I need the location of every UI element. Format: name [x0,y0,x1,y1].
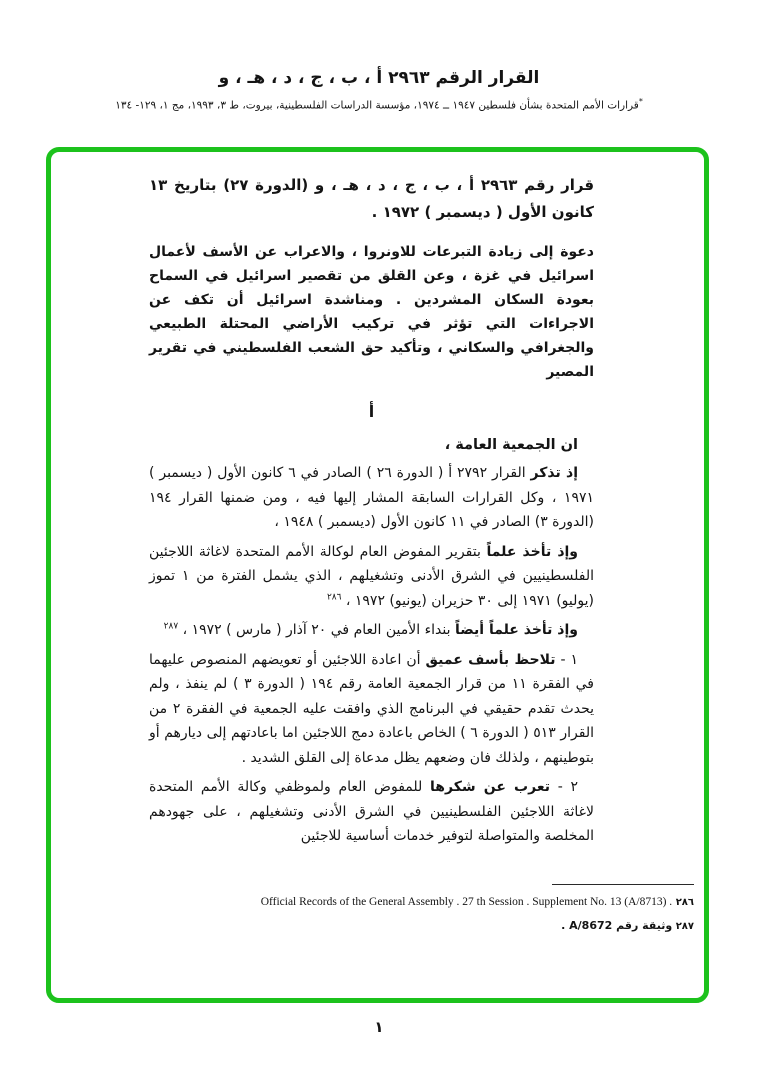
paragraph-number: ٢ - [557,779,579,795]
header-source-text: قرارات الأمم المتحدة بشأن فلسطين ١٩٤٧ ــ ١٩٧٤، مؤسسة الدراسات الفلسطينية، بيروت، ط ٣، ١٩٩٣، مج ١، ١٢٩- ١٣٤ [115,99,639,112]
section-letter: أ [368,402,375,421]
page-header [0,68,758,112]
paragraph-text: للمفوض العام ولموظفي وكالة الأمم المتحدة لاغاثة اللاجئين الفلسطينيين في الشرق الأدنى وتشغيلهم ، على جهودهم المخلصة والمتواصلة لتوفير خدمات أساسية للاجئين [149,779,594,844]
resolution-heading: قرار رقم ٢٩٦٣ أ ، ب ، ج ، د ، هـ ، و (الدورة ٢٧) بتاريخ ١٣ كانون الأول ( ديسمبر ) ١٩٧٢ . [149,176,595,221]
paragraph-operative-2 [149,775,594,849]
paragraph-preamble-2 [149,540,594,614]
paragraph-preamble-1 [149,461,594,535]
paragraph-preamble-3 [149,618,594,643]
paragraph-text: بنداء الأمين العام في ٢٠ آذار ( مارس ) ١٩٧٢ ، [182,622,451,638]
footnote-divider [552,884,694,885]
paragraph-lead: وإذ تأخذ علماً [486,543,579,560]
footnote-text: وثيقة رقم A/8672 . [561,919,673,932]
opening-line: ان الجمعية العامة ، [444,437,578,453]
footnote-number: ٢٨٦ [675,897,694,908]
footnote [95,918,694,935]
paragraph-number: ١ - [560,651,579,668]
paragraph-lead: وإذ تأخذ علماً أيضاً [454,622,578,638]
paragraph-text: القرار ٢٧٩٢ أ ( الدورة ٢٦ ) الصادر في ٦ كانون الأول ( ديسمبر ) ١٩٧١ ، وكل القرارات السابقة المشار إليها فيه ، ومن ضمنها القرار ١٩٤ (الدورة ٣) الصادر في ١١ كانون الأول (ديسمبر ) ١٩٤٨ ، [149,465,594,530]
footnotes-section [95,884,694,942]
paragraph-lead: إذ تذكر [530,465,579,481]
footnote [95,894,694,911]
header-title: القرار الرقم ٢٩٦٣ أ ، ب ، ج ، د ، هـ ، و [218,68,540,88]
resolution-body [51,152,704,998]
footnote-ref: ٢٨٦ [326,591,342,602]
highlight-box [46,147,709,1003]
footnote-number: ٢٨٧ [675,921,694,932]
paragraph-text: أن اعادة اللاجئين أو تعويضهم المنصوص عليهما في الفقرة ١١ من قرار الجمعية العامة رقم ١٩٤ ( الدورة ٣ ) لم ينفذ ، ولم يحدث تقدم حقيقي في البرنامج الذي وافقت عليه الجمعية في الفقرة ٢ من القرار ٥١٣ ( الدورة ٦ ) الخاص باعادة دمج اللاجئين اما باعادتهم إلى ديارهم أو بتوطينهم ، ولذلك فان وضعهم يظل مدعاة إلى القلق الشديد . [149,651,595,766]
paragraph-lead: تلاحظ بأسف عميق [425,651,556,668]
paragraph-text: بتقرير المفوض العام لوكالة الأمم المتحدة لاغاثة اللاجئين الفلسطينيين في الشرق الأدنى وتشغيلهم ، الذي يشمل الفترة من ١ تموز (يوليو) ١٩٧١ إلى ٣٠ حزيران (يونيو) ١٩٧٢ ، [149,543,594,609]
footnote-ref: ٢٨٧ [163,621,179,632]
resolution-summary: دعوة إلى زيادة التبرعات للاونروا ، والاعراب عن الأسف لأعمال اسرائيل في غزة ، وعن القلق من تقصير اسرائيل في السماح بعودة السكان المشردين . ومناشدة اسرائيل أن تكف عن الاجراءات التي تؤثر في تركيب الأراضي المحتلة الطبيعي والجغرافي والسكاني ، وتأكيد حق الشعب الفلسطيني في تقرير المصير [149,244,594,380]
source-footnote-mark: * [638,97,643,106]
paragraph-operative-1 [149,648,594,771]
paragraph-lead: تعرب عن شكرها [430,779,550,795]
page-number: ١ [374,1018,384,1036]
footnote-text: Official Records of the General Assembly . 27 th Session . Supplement No. 13 (A/8713) . [260,896,673,908]
header-source [0,97,758,112]
